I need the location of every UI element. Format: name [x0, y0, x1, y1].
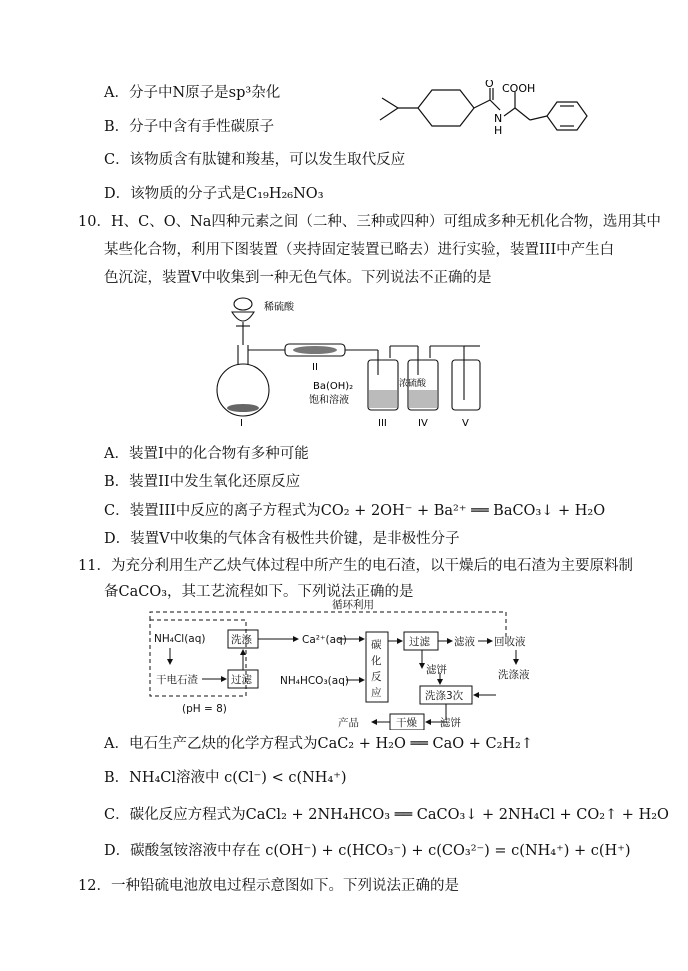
struct-cooh-label: COOH: [502, 82, 536, 95]
dry-slag-label: 干电石渣: [156, 674, 198, 686]
q10-option-b: B．装置II中发生氧化还原反应: [104, 474, 301, 490]
q11-flow-diagram: [140, 598, 560, 730]
carb-label-1: 碳: [371, 639, 382, 651]
apparatus-ii-label: II: [312, 362, 318, 373]
residue1-label: 滤饼: [426, 664, 447, 676]
baoh-label-1: Ba(OH)₂: [313, 381, 354, 392]
carb-label-2: 化: [371, 655, 382, 667]
q10-option-a: A．装置I中的化合物有多种可能: [104, 446, 309, 462]
q10-stem-line-2: 某些化合物，利用下图装置（夹持固定装置已略去）进行实验，装置III中产生白: [104, 242, 615, 258]
q10-stem-line-3: 色沉淀，装置V中收集到一种无色气体。下列说法不正确的是: [104, 270, 492, 286]
q12-stem: 12．一种铅硫电池放电过程示意图如下。下列说法正确的是: [78, 878, 459, 894]
filter1-label: 过滤: [231, 674, 252, 686]
wash3-label: 洗涤3次: [425, 690, 464, 702]
struct-o-label: O: [485, 80, 494, 90]
dry-label: 干燥: [396, 717, 417, 729]
struct-h-label: H: [494, 124, 503, 137]
recycle-label: 循环利用: [332, 599, 374, 611]
apparatus-iii-label: III: [378, 418, 387, 429]
apparatus-iv-label: IV: [418, 418, 428, 429]
baoh-label-2: 饱和溶液: [309, 395, 349, 406]
q10-option-d: D．装置V中收集的气体含有极性共价键，是非极性分子: [104, 531, 460, 547]
ph-label: (pH = 8): [182, 703, 227, 715]
q10-option-c: C．装置III中反应的离子方程式为CO₂ + 2OH⁻ + Ba²⁺ ══ BaCO₃↓ + H₂O: [104, 503, 606, 519]
nh4hco3-label: NH₄HCO₃(aq): [280, 675, 349, 687]
recycled-liquid-label: 回收液: [494, 636, 526, 648]
filter2-label: 过滤: [409, 636, 430, 648]
apparatus-v-label: V: [462, 418, 469, 429]
q9-option-b: B．分子中含有手性碳原子: [104, 119, 275, 135]
q10-stem-line-1: 10．H、C、O、Na四种元素之间（二种、三种或四种）可组成多种无机化合物，选用其中: [78, 214, 661, 230]
carb-label-4: 应: [371, 687, 382, 699]
q11-option-d: D．碳酸氢铵溶液中存在 c(OH⁻) + c(HCO₃⁻) + c(CO₃²⁻) = c(NH₄⁺) + c(H⁺): [104, 843, 631, 859]
carb-label-3: 反: [371, 671, 382, 683]
acid-label: 稀硫酸: [264, 302, 294, 313]
wash-liquid-label: 洗涤液: [498, 669, 530, 681]
product-label: 产品: [338, 717, 359, 729]
q9-structure-diagram: [370, 80, 600, 162]
nh4cl-label: NH₄Cl(aq): [154, 633, 206, 645]
q11-option-c: C．碳化反应方程式为CaCl₂ + 2NH₄HCO₃ ══ CaCO₃↓ + 2NH₄Cl + CO₂↑ + H₂O: [104, 807, 669, 823]
q11-stem-line-2: 备CaCO₃，其工艺流程如下。下列说法正确的是: [104, 584, 414, 600]
q9-option-d: D．该物质的分子式是C₁₉H₂₆NO₃: [104, 186, 324, 202]
apparatus-i-label: I: [240, 418, 243, 429]
conc-acid-label: 浓硫酸: [399, 379, 427, 389]
q11-option-a: A．电石生产乙炔的化学方程式为CaC₂ + H₂O ══ CaO + C₂H₂↑: [104, 736, 534, 752]
wash-label: 洗涤: [231, 634, 252, 646]
filtrate-label: 滤液: [454, 636, 475, 648]
residue2-label: 滤饼: [440, 717, 461, 729]
q10-apparatus-diagram: [210, 290, 500, 430]
ca-label: Ca²⁺(aq): [302, 634, 347, 646]
q11-option-b: B．NH₄Cl溶液中 c(Cl⁻) < c(NH₄⁺): [104, 770, 347, 786]
q11-stem-line-1: 11．为充分利用生产乙炔气体过程中所产生的电石渣，以干燥后的电石渣为主要原料制: [78, 558, 633, 574]
q9-option-a: A．分子中N原子是sp³杂化: [104, 85, 281, 101]
struct-n-label: N: [494, 112, 503, 125]
q9-option-c: C．该物质含有肽键和羧基，可以发生取代反应: [104, 152, 406, 168]
